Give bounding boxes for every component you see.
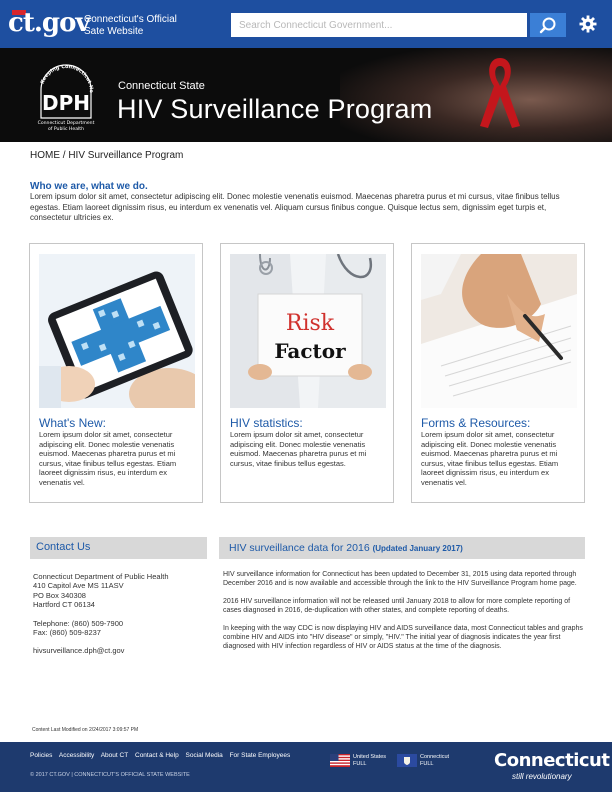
surveillance-heading-bar: [219, 537, 585, 559]
ct-flag-label: [420, 754, 449, 768]
page-title: HIV Surveillance Program: [117, 94, 433, 124]
signing-document-photo: [421, 254, 577, 408]
top-bar: [0, 0, 612, 48]
card-text: Lorem ipsum dolor sit amet, consectetur adipiscing elit. Donec molestie venenatis euismod. Maecenas pharetra purus et mi cursus, vitae finibus tellus egestas.: [230, 430, 367, 468]
card-title[interactable]: Forms & Resources:: [421, 416, 531, 430]
ct-flag-icon: [397, 754, 417, 767]
logo-ring-text: Keeping Connecticut He: [39, 63, 95, 94]
banner: [0, 48, 612, 142]
us-flag-status: FULL: [353, 761, 367, 767]
surveillance-paragraph: 2016 HIV surveillance information will not be released until January 2018 to allow for more complete reporting of cases diagnosed in 2016, de-duplication with other states, and complete reporting of deaths.: [223, 598, 571, 614]
brand-tagline: still revolutionary: [512, 772, 572, 781]
footer-link-policies[interactable]: Policies: [30, 752, 53, 759]
contact-address-line: Hartford CT 06134: [33, 600, 95, 610]
ct-flag-name: Connecticut: [420, 754, 450, 760]
contact-fax: Fax: (860) 509-8237: [33, 628, 101, 638]
contact-phone[interactable]: Telephone: (860) 509-7900: [33, 618, 124, 628]
sign-text-factor: Factor: [274, 339, 346, 363]
contact-address-line: 410 Capitol Ave MS 11ASV: [33, 581, 124, 591]
surveillance-paragraph: In keeping with the way CDC is now displaying HIV and AIDS surveillance data, most Connecticut tables and graphs combine HIV and AIDS into "HIV disease" or simply, "HIV." The initial year of diagnosis indicates the year first diagnosed with HIV infection regardless of HIV or AIDS status at the time of the diagnosis.: [223, 625, 583, 650]
us-flag-icon: [330, 754, 350, 767]
footer-link-about-ct[interactable]: About CT: [100, 752, 129, 759]
footer-copyright: © 2017 CT.GOV | CONNECTICUT'S OFFICIAL STATE WEBSITE: [30, 772, 190, 778]
logo-caption-2: of Public Health: [47, 127, 85, 132]
contact-email-link[interactable]: hivsurveillance.dph@ct.gov: [33, 646, 125, 656]
last-modified: Content Last Modified on 2/24/2017 3:09:57 PM: [32, 727, 139, 733]
search-input[interactable]: [231, 13, 527, 37]
connecticut-brand-logo[interactable]: Connecticut: [494, 750, 610, 771]
logo-caption-1: Connecticut Department: [37, 121, 95, 126]
surveillance-body: [223, 570, 583, 660]
search-icon: [530, 13, 567, 37]
svg-text:Keeping Connecticut Healthy: [28, 58, 94, 94]
footer: [0, 742, 612, 792]
breadcrumb[interactable]: HOME / HIV Surveillance Program: [30, 150, 184, 161]
card-text: Lorem ipsum dolor sit amet, consectetur adipiscing elit. Donec molestie venenatis euismod. Maecenas pharetra purus et mi cursus, vitae finibus tellus egestas. Etiam laoreet dignissim risus, eu interdum ex venenatis vel.: [421, 430, 559, 487]
us-flag-label: [353, 754, 386, 768]
card-forms-resources[interactable]: [411, 243, 585, 503]
footer-link-contact-help[interactable]: Contact & Help: [135, 752, 179, 759]
footer-link-social-media[interactable]: Social Media: [185, 752, 223, 759]
card-title[interactable]: HIV statistics:: [230, 416, 303, 430]
ct-gov-logo[interactable]: ct.gov: [8, 8, 90, 38]
footer-link-accessibility[interactable]: Accessibility: [58, 752, 95, 759]
contact-org: Connecticut Department of Public Health: [33, 572, 169, 581]
footer-link-state-employees[interactable]: For State Employees: [229, 752, 291, 759]
risk-factor-photo: [230, 254, 386, 408]
footer-links: [30, 752, 295, 759]
surveillance-updated: (Updated January 2017): [372, 544, 463, 553]
contact-address-line: PO Box 340308: [33, 590, 86, 600]
site-name: Connecticut's Official Sate Website: [84, 14, 177, 37]
card-hiv-statistics[interactable]: [220, 243, 394, 503]
logo-text: DPH: [42, 91, 90, 115]
gear-icon[interactable]: [579, 15, 597, 33]
tablet-photo: [39, 254, 195, 408]
card-title[interactable]: What's New:: [39, 416, 106, 430]
contact-heading-bar: [30, 537, 207, 559]
red-ribbon-icon: [470, 52, 530, 132]
dph-logo[interactable]: [28, 58, 104, 134]
intro-text: Lorem ipsum dolor sit amet, consectetur adipiscing elit. Donec molestie venenatis euismod. Maecenas pharetra purus et mi cursus, vitae finibus tellus egestas. Etiam laoreet dignissim risus, eu interdum ex venenatis vel. Aliquam cursus finibus congue. Quisque lectus sem, dignissim eget turpis et, consectetur ultricies ex.: [30, 192, 560, 222]
ct-flag-status: FULL: [420, 761, 434, 767]
banner-subtitle: Connecticut State: [118, 80, 205, 92]
surveillance-paragraph: HIV surveillance information for Connecticut has been updated to December 31, 2015 using data reported through December 2016 and is now available and accessible through the link to the HIV Surveillance Program home page.: [223, 571, 577, 587]
us-flag-name: United States: [353, 754, 387, 760]
search-button[interactable]: [529, 13, 566, 37]
card-text: Lorem ipsum dolor sit amet, consectetur adipiscing elit. Donec molestie venenatis euismod. Maecenas pharetra purus et mi cursus, vitae finibus tellus egestas. Etiam laoreet dignissim risus, eu interdum ex venenatis vel.: [39, 430, 177, 487]
contact-heading: Contact Us: [36, 541, 91, 553]
card-whats-new[interactable]: [29, 243, 203, 503]
contact-details: [33, 572, 205, 656]
intro-heading: Who we are, what we do.: [30, 181, 148, 192]
surveillance-heading: HIV surveillance data for 2016: [229, 542, 370, 554]
sign-text-risk: Risk: [285, 311, 335, 336]
